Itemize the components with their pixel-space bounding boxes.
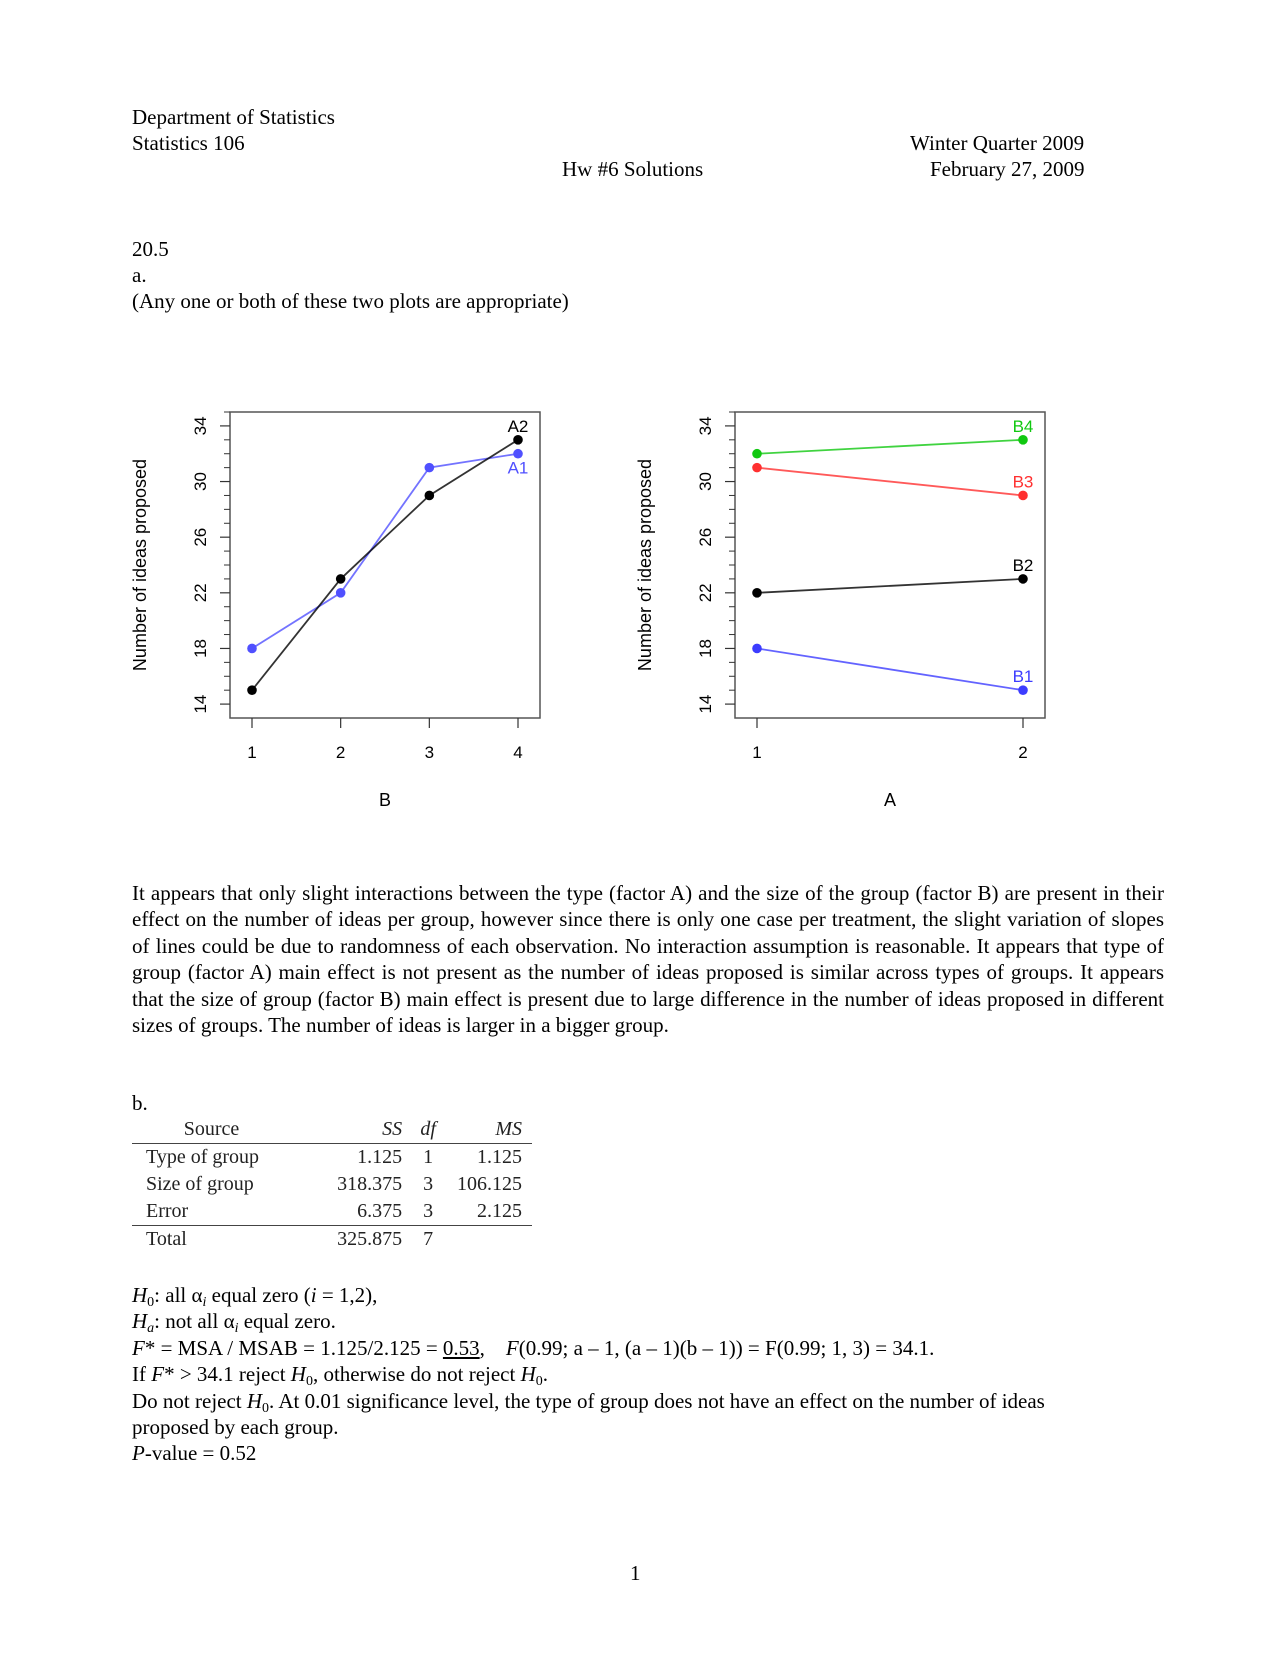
series-label-b1: B1 <box>1012 667 1034 687</box>
data-point-b4 <box>1018 435 1028 445</box>
data-point-a1 <box>425 463 435 473</box>
data-point-a2 <box>336 574 346 584</box>
cell-source: Total <box>132 1226 291 1254</box>
null-hypothesis: $H_0$: all $\alpha_i$ equal zero (i = 1,2), <box>132 1283 378 1310</box>
series-label-b3: B3 <box>1012 472 1034 492</box>
y-tick-label: 18 <box>191 638 210 658</box>
data-point-b4 <box>752 449 762 459</box>
fstat-text: * = MSA / MSAB = 1.125/2.125 = <box>144 1335 443 1360</box>
rule-text: * > 34.1 reject <box>164 1362 291 1387</box>
x-axis-label: B <box>378 790 392 810</box>
data-point-a2 <box>247 685 257 695</box>
part-b-label: b. <box>132 1091 148 1115</box>
cell-ms: 106.125 <box>457 1173 522 1195</box>
fcrit-text: (0.99; a – 1, (a – 1)(b – 1)) = F(0.99; 1, 3) = 34.1. <box>518 1335 935 1360</box>
rule-text-end: , otherwise do not reject <box>312 1362 521 1387</box>
page-number: 1 <box>630 1561 641 1585</box>
data-point-b2 <box>752 588 762 598</box>
y-tick-label: 30 <box>191 472 210 492</box>
x-tick-label: 3 <box>424 743 435 762</box>
series-label-a1: A1 <box>507 458 529 478</box>
h0-text-tail: equal zero ( <box>206 1283 311 1307</box>
table-row <box>132 1198 532 1226</box>
y-tick-label: 22 <box>696 583 715 603</box>
data-point-b2 <box>1018 574 1028 584</box>
h0-text: : all α <box>154 1283 203 1307</box>
ha-text-tail: equal zero. <box>238 1309 336 1334</box>
y-tick-label: 18 <box>696 638 715 658</box>
decision-rule: If F* > 34.1 reject $H_0$, otherwise do not reject $H_0$. <box>132 1362 548 1390</box>
cell-df: 1 <box>423 1146 434 1168</box>
x-tick-label: 4 <box>513 743 523 762</box>
data-point-a2 <box>425 491 435 501</box>
cell-df: 3 <box>423 1173 434 1195</box>
x-tick-label: 1 <box>752 743 762 762</box>
series-line-b1 <box>757 648 1023 690</box>
conclusion-start: Do not reject <box>132 1388 247 1413</box>
cell-source: Error <box>146 1200 189 1222</box>
data-point-b3 <box>752 463 762 473</box>
data-point-b1 <box>1018 685 1028 695</box>
series-label-a2: A2 <box>507 416 529 436</box>
date: February 27, 2009 <box>930 157 1085 181</box>
fstat-value: 0.53 <box>442 1335 480 1360</box>
data-point-a1 <box>247 644 257 654</box>
cell-ss: 6.375 <box>357 1200 403 1222</box>
cell-source: Type of group <box>146 1146 260 1168</box>
series-line-a2 <box>252 440 518 690</box>
interaction-plot-by-a <box>625 400 1135 870</box>
course-name: Statistics 106 <box>132 131 245 155</box>
cell-ss: 318.375 <box>337 1173 403 1195</box>
y-axis-label: Number of ideas proposed <box>635 458 655 672</box>
header-source: Source <box>132 1116 291 1144</box>
y-tick-label: 22 <box>191 583 210 603</box>
series-line-b4 <box>757 440 1023 454</box>
anova-table <box>132 1116 532 1253</box>
part-a-label: a. <box>132 263 147 287</box>
interpretation-paragraph <box>132 880 1164 1038</box>
conclusion-rest: . At 0.01 significance level, the type of group does not have an effect on the number of ideas <box>269 1388 1045 1413</box>
p-value: P-value = 0.52 <box>132 1441 257 1466</box>
cell-ss: 325.875 <box>291 1226 414 1254</box>
anova-header-row <box>132 1116 532 1144</box>
hypothesis-test <box>132 1282 1045 1467</box>
table-row-total <box>132 1226 532 1254</box>
data-point-b3 <box>1018 491 1028 501</box>
h0-text-end: = 1,2), <box>316 1283 378 1307</box>
conclusion: Do not reject $H_0$. At 0.01 significance level, the type of group does not have an effect on the number of ideas <box>132 1388 1045 1416</box>
data-point-a2 <box>513 435 523 445</box>
ha-text: : not all α <box>154 1309 235 1334</box>
conclusion-line2: proposed by each group. <box>132 1415 339 1440</box>
quarter: Winter Quarter 2009 <box>910 131 1085 155</box>
interaction-plot-by-b <box>120 400 630 870</box>
data-point-b1 <box>752 644 762 654</box>
test-statistic: F* = MSA / MSAB = 1.125/2.125 = 0.53, F(0.99; a – 1, (a – 1)(b – 1)) = F(0.99; 1, 3) = 34.1. <box>132 1335 935 1360</box>
y-tick-label: 30 <box>696 472 715 492</box>
series-line-b2 <box>757 579 1023 593</box>
x-tick-label: 1 <box>247 743 257 762</box>
x-tick-label: 2 <box>335 743 346 762</box>
y-tick-label: 34 <box>191 416 210 436</box>
y-axis-label: Number of ideas proposed <box>130 458 150 672</box>
y-tick-label: 14 <box>696 694 715 714</box>
cell-df: 7 <box>414 1226 442 1254</box>
table-row <box>132 1144 532 1172</box>
series-label-b4: B4 <box>1012 416 1034 436</box>
series-label-b2: B2 <box>1012 555 1034 575</box>
cell-ms <box>442 1226 532 1254</box>
data-point-a1 <box>336 588 346 598</box>
header-ms: MS <box>442 1116 532 1144</box>
y-tick-label: 26 <box>696 527 715 547</box>
plot-frame <box>735 412 1045 718</box>
y-tick-label: 26 <box>191 527 210 547</box>
document-title: Hw #6 Solutions <box>562 157 704 181</box>
cell-df: 3 <box>423 1200 434 1222</box>
header-ss: SS <box>291 1116 414 1144</box>
department-name: Department of Statistics <box>132 105 335 129</box>
y-tick-label: 14 <box>191 694 210 714</box>
plot-note: (Any one or both of these two plots are appropriate) <box>132 289 569 313</box>
interpretation-text: It appears that only slight interactions between the type (factor A) and the size of the group (factor B) are present in their effect on the number of ideas per group, however since there is only one case per treatment, the slight variation of slopes of lines could be due to randomness of each observation. No interaction assumption is reasonable. It appears that type of group (factor A) main effect is not present as the number of ideas proposed is similar across types of groups. It appears that the size of group (factor B) main effect is present due to large difference in the number of ideas proposed in different sizes of groups. The number of ideas is larger in a bigger group. <box>132 881 1164 1038</box>
table-row <box>132 1171 532 1198</box>
y-tick-label: 34 <box>696 416 715 436</box>
cell-source: Size of group <box>146 1173 254 1195</box>
cell-ms: 2.125 <box>477 1200 522 1222</box>
p-value-text: -value = 0.52 <box>144 1441 257 1466</box>
header-df: df <box>414 1116 442 1144</box>
x-axis-label: A <box>883 790 897 810</box>
problem-number: 20.5 <box>132 237 169 261</box>
data-point-a1 <box>513 449 523 459</box>
x-tick-label: 2 <box>1018 743 1028 762</box>
series-line-b3 <box>757 468 1023 496</box>
cell-ms: 1.125 <box>477 1146 522 1168</box>
series-line-a1 <box>252 454 518 649</box>
cell-ss: 1.125 <box>357 1146 403 1168</box>
alternative-hypothesis: $H_a$: not all $\alpha_i$ equal zero. <box>132 1309 336 1337</box>
